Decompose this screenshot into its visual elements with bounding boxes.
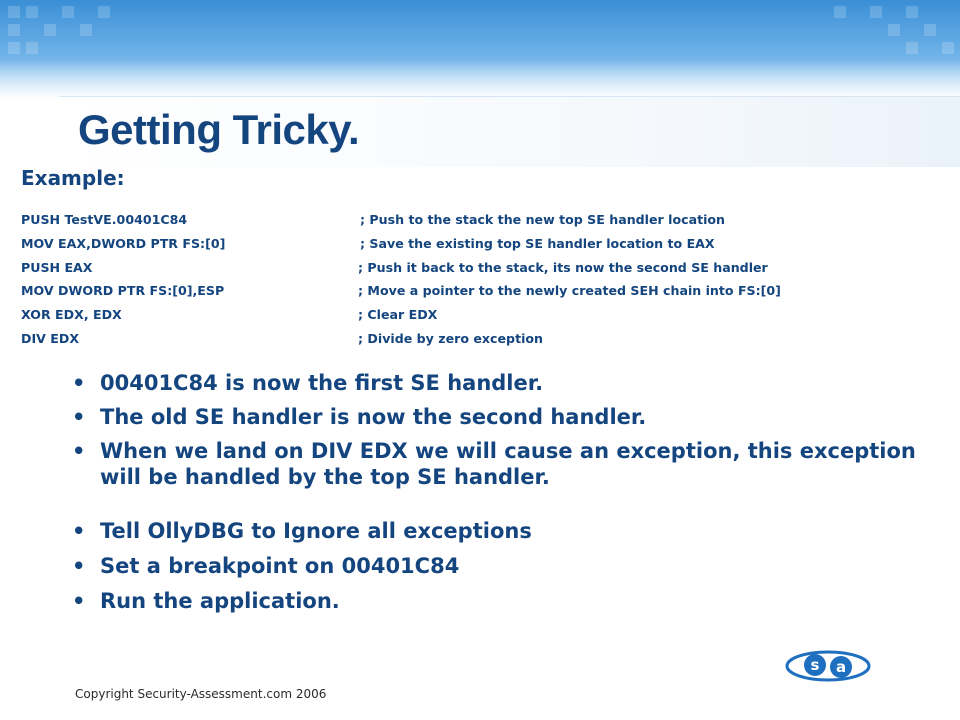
bullet-text: 00401C84 is now the first SE handler. bbox=[100, 371, 544, 395]
header-tile bbox=[870, 6, 882, 18]
bullet-dot-icon: • bbox=[72, 554, 86, 578]
example-label: Example: bbox=[21, 166, 125, 190]
code-comment: ; Clear EDX bbox=[358, 307, 438, 323]
logo-letter-s: s bbox=[810, 656, 820, 674]
copyright-footer: Copyright Security-Assessment.com 2006 bbox=[75, 687, 327, 701]
bullet-dot-icon: • bbox=[72, 519, 86, 543]
bullet-item bbox=[70, 553, 930, 579]
bullet-item bbox=[70, 438, 930, 490]
header-tile bbox=[62, 6, 74, 18]
bullet-text: Run the application. bbox=[100, 589, 340, 613]
code-comment: ; Move a pointer to the newly created SEH chain into FS:[0] bbox=[358, 283, 781, 299]
header-tile bbox=[80, 24, 92, 36]
code-comment: ; Push to the stack the new top SE handler location bbox=[360, 212, 726, 227]
header-tile bbox=[834, 6, 846, 18]
code-instruction: MOV EAX,DWORD PTR FS:[0] bbox=[21, 235, 226, 251]
header-tile bbox=[98, 6, 110, 18]
bullet-dot-icon: • bbox=[72, 371, 86, 395]
header-tile bbox=[888, 24, 900, 36]
bullet-text: The old SE handler is now the second handler. bbox=[100, 405, 647, 429]
bullet-item bbox=[70, 588, 930, 614]
header-tile bbox=[26, 42, 38, 54]
header-tile bbox=[924, 24, 936, 36]
logo-swoosh bbox=[787, 652, 869, 680]
code-comment: ; Divide by zero exception bbox=[358, 330, 544, 346]
bullet-item bbox=[70, 518, 930, 544]
header-band bbox=[0, 0, 960, 100]
logo-letter-a: a bbox=[835, 658, 847, 676]
header-fade bbox=[0, 60, 960, 100]
header-tile bbox=[26, 6, 38, 18]
header-tile bbox=[942, 42, 954, 54]
code-instruction: XOR EDX, EDX bbox=[21, 307, 122, 323]
bullet-dot-icon: • bbox=[72, 589, 86, 613]
code-block bbox=[21, 212, 941, 355]
bullet-item bbox=[70, 404, 930, 430]
header-tile bbox=[8, 24, 20, 36]
header-tile bbox=[44, 24, 56, 36]
code-line bbox=[21, 236, 941, 260]
bullet-item bbox=[70, 370, 930, 396]
code-instruction: PUSH TestVE.00401C84 bbox=[21, 212, 188, 227]
code-line bbox=[21, 331, 941, 355]
bullet-text: Tell OllyDBG to Ignore all exceptions bbox=[100, 519, 532, 543]
code-comment: ; Push it back to the stack, its now the second SE handler bbox=[358, 259, 768, 275]
code-instruction: DIV EDX bbox=[21, 330, 80, 346]
bullet-list-primary bbox=[70, 370, 930, 490]
bullet-list-secondary bbox=[70, 518, 930, 614]
bullet-text: When we land on DIV EDX we will cause an exception, this exception will be handled by the top SE handler. bbox=[100, 439, 916, 489]
bullet-dot-icon: • bbox=[72, 439, 86, 463]
code-line bbox=[21, 260, 941, 284]
code-line bbox=[21, 307, 941, 331]
header-tile bbox=[8, 42, 20, 54]
code-line bbox=[21, 212, 941, 236]
security-assessment-logo bbox=[785, 650, 871, 682]
header-tile bbox=[906, 6, 918, 18]
bullet-text: Set a breakpoint on 00401C84 bbox=[100, 554, 460, 578]
code-comment: ; Save the existing top SE handler location to EAX bbox=[360, 235, 715, 251]
bullet-dot-icon: • bbox=[72, 405, 86, 429]
slide-title: Getting Tricky. bbox=[78, 106, 360, 153]
header-tile bbox=[8, 6, 20, 18]
header-tile bbox=[906, 42, 918, 54]
code-instruction: MOV DWORD PTR FS:[0],ESP bbox=[21, 283, 225, 299]
code-line bbox=[21, 283, 941, 307]
code-instruction: PUSH EAX bbox=[21, 259, 93, 275]
